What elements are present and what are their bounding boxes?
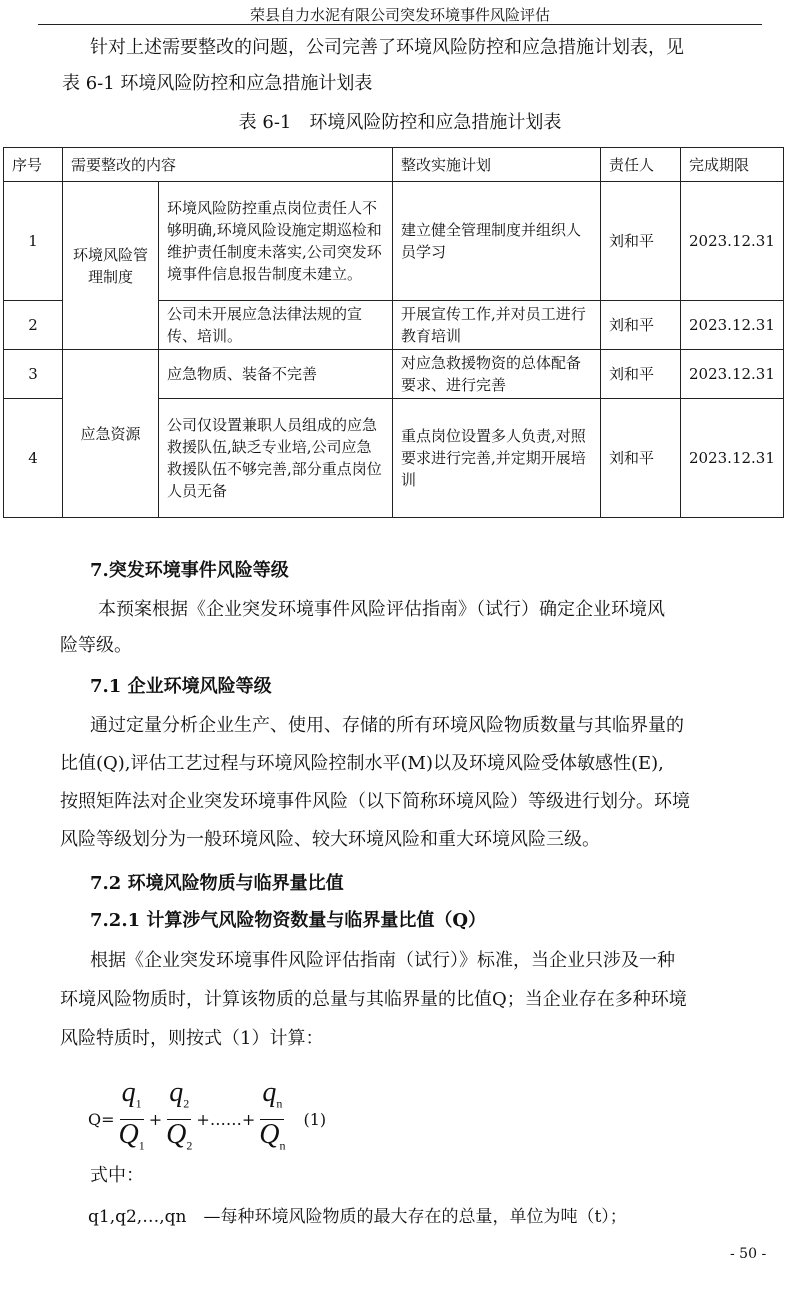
table-row	[4, 350, 784, 399]
denominator: Q	[259, 1118, 280, 1150]
subscript: n	[279, 1138, 286, 1153]
denominator: Q	[166, 1118, 187, 1150]
group-cell: 应急资源	[63, 350, 159, 518]
row-number: 1	[4, 182, 63, 301]
deadline-cell: 2023.12.31	[681, 182, 784, 301]
paragraph-line: 按照矩阵法对企业突发环境事件风险（以下简称环境风险）等级进行划分。环境	[60, 791, 690, 812]
group-cell: 环境风险管理制度	[63, 182, 159, 350]
section-7-2-1-heading: 7.2.1 计算涉气风险物资数量与临界量比值（Q）	[90, 910, 487, 931]
plan-cell: 开展宣传工作,并对员工进行教育培训	[393, 301, 601, 350]
formula-q	[88, 1078, 326, 1160]
content-cell: 公司仅设置兼职人员组成的应急救援队伍,缺乏专业培,公司应急救援队伍不够完善,部分重点岗位人员无备	[159, 399, 393, 518]
section-7-2-heading: 7.2 环境风险物质与临界量比值	[90, 873, 344, 894]
section-7-heading: 7.突发环境事件风险等级	[90, 560, 289, 581]
equation-number: (1)	[303, 1109, 327, 1129]
ellipsis: +……+	[196, 1109, 256, 1129]
intro-line-1: 针对上述需要整改的问题，公司完善了环境风险防控和应急措施计划表，见	[90, 37, 684, 58]
where-label: 式中：	[90, 1165, 144, 1186]
header-cell: 整改实施计划	[393, 148, 601, 182]
paragraph-line: 通过定量分析企业生产、使用、存储的所有环境风险物质数量与其临界量的	[90, 715, 684, 736]
paragraph-line: 根据《企业突发环境事件风险评估指南（试行）》标准，当企业只涉及一种	[90, 950, 675, 971]
page-number: - 50 -	[730, 1246, 767, 1262]
header-cell: 需要整改的内容	[63, 148, 393, 182]
fraction-2	[166, 1078, 192, 1160]
numerator: q	[262, 1077, 277, 1108]
paragraph-line: 风险等级划分为一般环境风险、较大环境风险和重大环境风险三级。	[60, 829, 600, 850]
subscript: 2	[183, 1096, 190, 1111]
subscript: 2	[186, 1138, 193, 1153]
variable-definition: q1,q2,…,qn —每种环境风险物质的最大存在的总量，单位为吨（t）；	[88, 1207, 627, 1227]
formula-lhs: Q=	[88, 1109, 115, 1129]
header-cell: 完成期限	[681, 148, 784, 182]
plus: +	[148, 1109, 163, 1129]
paragraph-line: 本预案根据《企业突发环境事件风险评估指南》（试行）确定企业环境风	[98, 599, 665, 620]
owner-cell: 刘和平	[601, 350, 681, 399]
content-cell: 环境风险防控重点岗位责任人不够明确,环境风险设施定期巡检和维护责任制度未落实,公司突发环境事件信息报告制度未建立。	[159, 182, 393, 301]
table-caption: 表 6-1 环境风险防控和应急措施计划表	[238, 112, 562, 133]
plan-cell: 建立健全管理制度并组织人员学习	[393, 182, 601, 301]
deadline-cell: 2023.12.31	[681, 399, 784, 518]
denominator: Q	[118, 1118, 139, 1150]
subscript: n	[276, 1096, 283, 1111]
header-rule	[38, 24, 762, 25]
content-cell: 公司未开展应急法律法规的宣传、培训。	[159, 301, 393, 350]
paragraph-line: 比值(Q),评估工艺过程与环境风险控制水平(M)以及环境风险受体敏感性(E),	[60, 753, 664, 774]
plan-table	[3, 147, 784, 518]
paragraph-line: 风险特质时，则按式（1）计算：	[60, 1028, 324, 1049]
subscript: 1	[135, 1096, 142, 1111]
plan-cell: 重点岗位设置多人负责,对照要求进行完善,并定期开展培训	[393, 399, 601, 518]
numerator: q	[121, 1077, 136, 1108]
deadline-cell: 2023.12.31	[681, 350, 784, 399]
table-header-row	[4, 148, 784, 182]
intro-line-2: 表 6-1 环境风险防控和应急措施计划表	[62, 73, 373, 94]
section-7-1-heading: 7.1 企业环境风险等级	[90, 676, 272, 697]
numerator: q	[169, 1077, 184, 1108]
row-number: 3	[4, 350, 63, 399]
owner-cell: 刘和平	[601, 301, 681, 350]
fraction-1	[119, 1078, 145, 1160]
owner-cell: 刘和平	[601, 399, 681, 518]
fraction-n	[259, 1078, 285, 1160]
page-header: 荣县自力水泥有限公司突发环境事件风险评估	[249, 6, 550, 24]
row-number: 2	[4, 301, 63, 350]
owner-cell: 刘和平	[601, 182, 681, 301]
subscript: 1	[138, 1138, 145, 1153]
header-cell: 责任人	[601, 148, 681, 182]
table-row	[4, 182, 784, 301]
paragraph-line: 环境风险物质时，计算该物质的总量与其临界量的比值Q；当企业存在多种环境	[60, 989, 687, 1010]
paragraph-line: 险等级。	[60, 635, 132, 656]
plan-cell: 对应急救援物资的总体配备要求、进行完善	[393, 350, 601, 399]
header-cell: 序号	[4, 148, 63, 182]
deadline-cell: 2023.12.31	[681, 301, 784, 350]
row-number: 4	[4, 399, 63, 518]
content-cell: 应急物质、装备不完善	[159, 350, 393, 399]
